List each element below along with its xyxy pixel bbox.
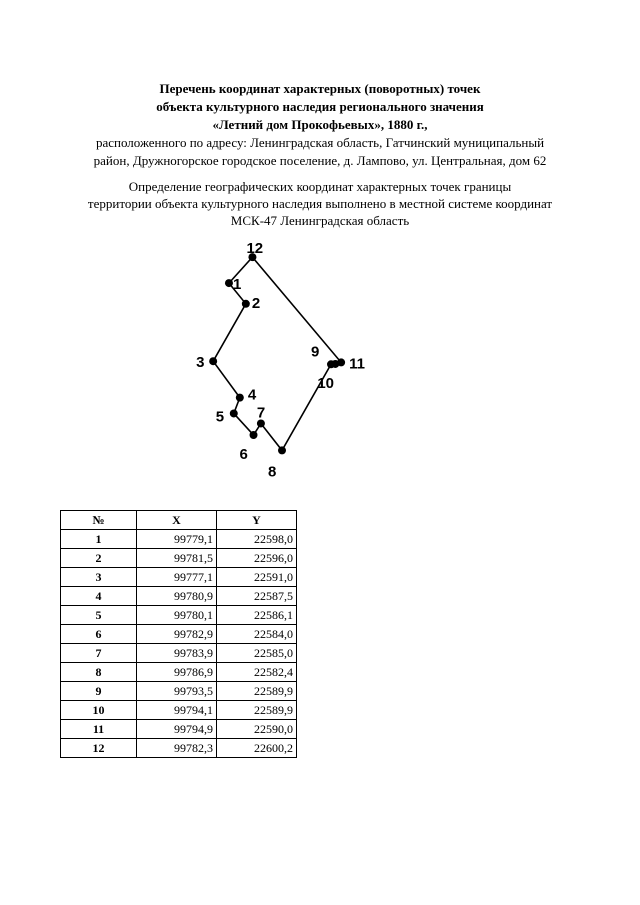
boundary-point	[230, 409, 238, 417]
boundary-point	[242, 300, 250, 308]
table-row	[61, 701, 297, 720]
table-row	[61, 568, 297, 587]
table-row	[61, 587, 297, 606]
address-line-1: расположенного по адресу: Ленинградская область, Гатчинский муниципальный	[95, 135, 545, 150]
intro-paragraph	[0, 178, 640, 229]
point-label: 1	[232, 276, 242, 294]
cell-number: 10	[61, 701, 137, 720]
header-number: №	[61, 511, 137, 530]
cell-x: 99783,9	[137, 644, 217, 663]
cell-x: 99779,1	[137, 530, 217, 549]
cell-y: 22598,0	[217, 530, 297, 549]
cell-x: 99781,5	[137, 549, 217, 568]
address-line-2: район, Дружногорское городское поселение, д. Лампово, ул. Центральная, дом 62	[93, 153, 547, 168]
document-title	[0, 80, 640, 170]
coordinates-table	[60, 510, 297, 758]
title-line-2: объекта культурного наследия регионального значения	[156, 99, 484, 114]
cell-number: 2	[61, 549, 137, 568]
boundary-point	[209, 357, 217, 365]
table-header-row	[61, 511, 297, 530]
point-label: 6	[239, 446, 248, 464]
table-row	[61, 530, 297, 549]
cell-number: 8	[61, 663, 137, 682]
point-label: 4	[247, 386, 257, 404]
cell-y: 22587,5	[217, 587, 297, 606]
cell-y: 22600,2	[217, 739, 297, 758]
cell-x: 99782,3	[137, 739, 217, 758]
point-label: 5	[215, 408, 225, 426]
cell-number: 5	[61, 606, 137, 625]
boundary-point	[236, 394, 244, 402]
table-row	[61, 549, 297, 568]
cell-x: 99793,5	[137, 682, 217, 701]
intro-line-1: Определение географических координат характерных точек границы	[128, 179, 512, 194]
point-label: 7	[256, 404, 266, 422]
cell-x: 99777,1	[137, 568, 217, 587]
table-row	[61, 682, 297, 701]
point-label: 10	[317, 374, 335, 392]
table-row	[61, 739, 297, 758]
cell-number: 11	[61, 720, 137, 739]
cell-number: 12	[61, 739, 137, 758]
cell-number: 7	[61, 644, 137, 663]
cell-x: 99794,9	[137, 720, 217, 739]
boundary-point	[278, 446, 286, 454]
cell-x: 99782,9	[137, 625, 217, 644]
boundary-point	[225, 279, 233, 287]
point-label: 3	[196, 354, 205, 372]
point-label: 11	[349, 355, 365, 373]
header-y: Y	[217, 511, 297, 530]
cell-y: 22585,0	[217, 644, 297, 663]
point-label: 12	[246, 240, 264, 258]
cell-x: 99780,9	[137, 587, 217, 606]
cell-number: 1	[61, 530, 137, 549]
header-x: X	[137, 511, 217, 530]
point-label: 8	[268, 463, 277, 481]
table-row	[61, 625, 297, 644]
cell-y: 22584,0	[217, 625, 297, 644]
cell-x: 99786,9	[137, 663, 217, 682]
cell-y: 22586,1	[217, 606, 297, 625]
title-line-3: «Летний дом Прокофьевых», 1880 г.,	[212, 117, 428, 132]
cell-y: 22591,0	[217, 568, 297, 587]
boundary-diagram	[190, 240, 430, 495]
cell-y: 22582,4	[217, 663, 297, 682]
cell-number: 6	[61, 625, 137, 644]
cell-number: 9	[61, 682, 137, 701]
table-row	[61, 720, 297, 739]
cell-y: 22589,9	[217, 682, 297, 701]
boundary-point	[250, 431, 258, 439]
cell-y: 22589,9	[217, 701, 297, 720]
intro-line-2: территории объекта культурного наследия выполнено в местной системе координат	[87, 196, 553, 211]
table-row	[61, 663, 297, 682]
boundary-point	[337, 358, 345, 366]
table-row	[61, 644, 297, 663]
cell-number: 3	[61, 568, 137, 587]
cell-y: 22596,0	[217, 549, 297, 568]
cell-x: 99794,1	[137, 701, 217, 720]
intro-line-3: МСК-47 Ленинградская область	[230, 213, 410, 228]
cell-x: 99780,1	[137, 606, 217, 625]
table-row	[61, 606, 297, 625]
cell-y: 22590,0	[217, 720, 297, 739]
point-label: 9	[311, 343, 320, 361]
cell-number: 4	[61, 587, 137, 606]
point-label: 2	[251, 294, 261, 312]
title-line-1: Перечень координат характерных (поворотных) точек	[159, 81, 481, 96]
